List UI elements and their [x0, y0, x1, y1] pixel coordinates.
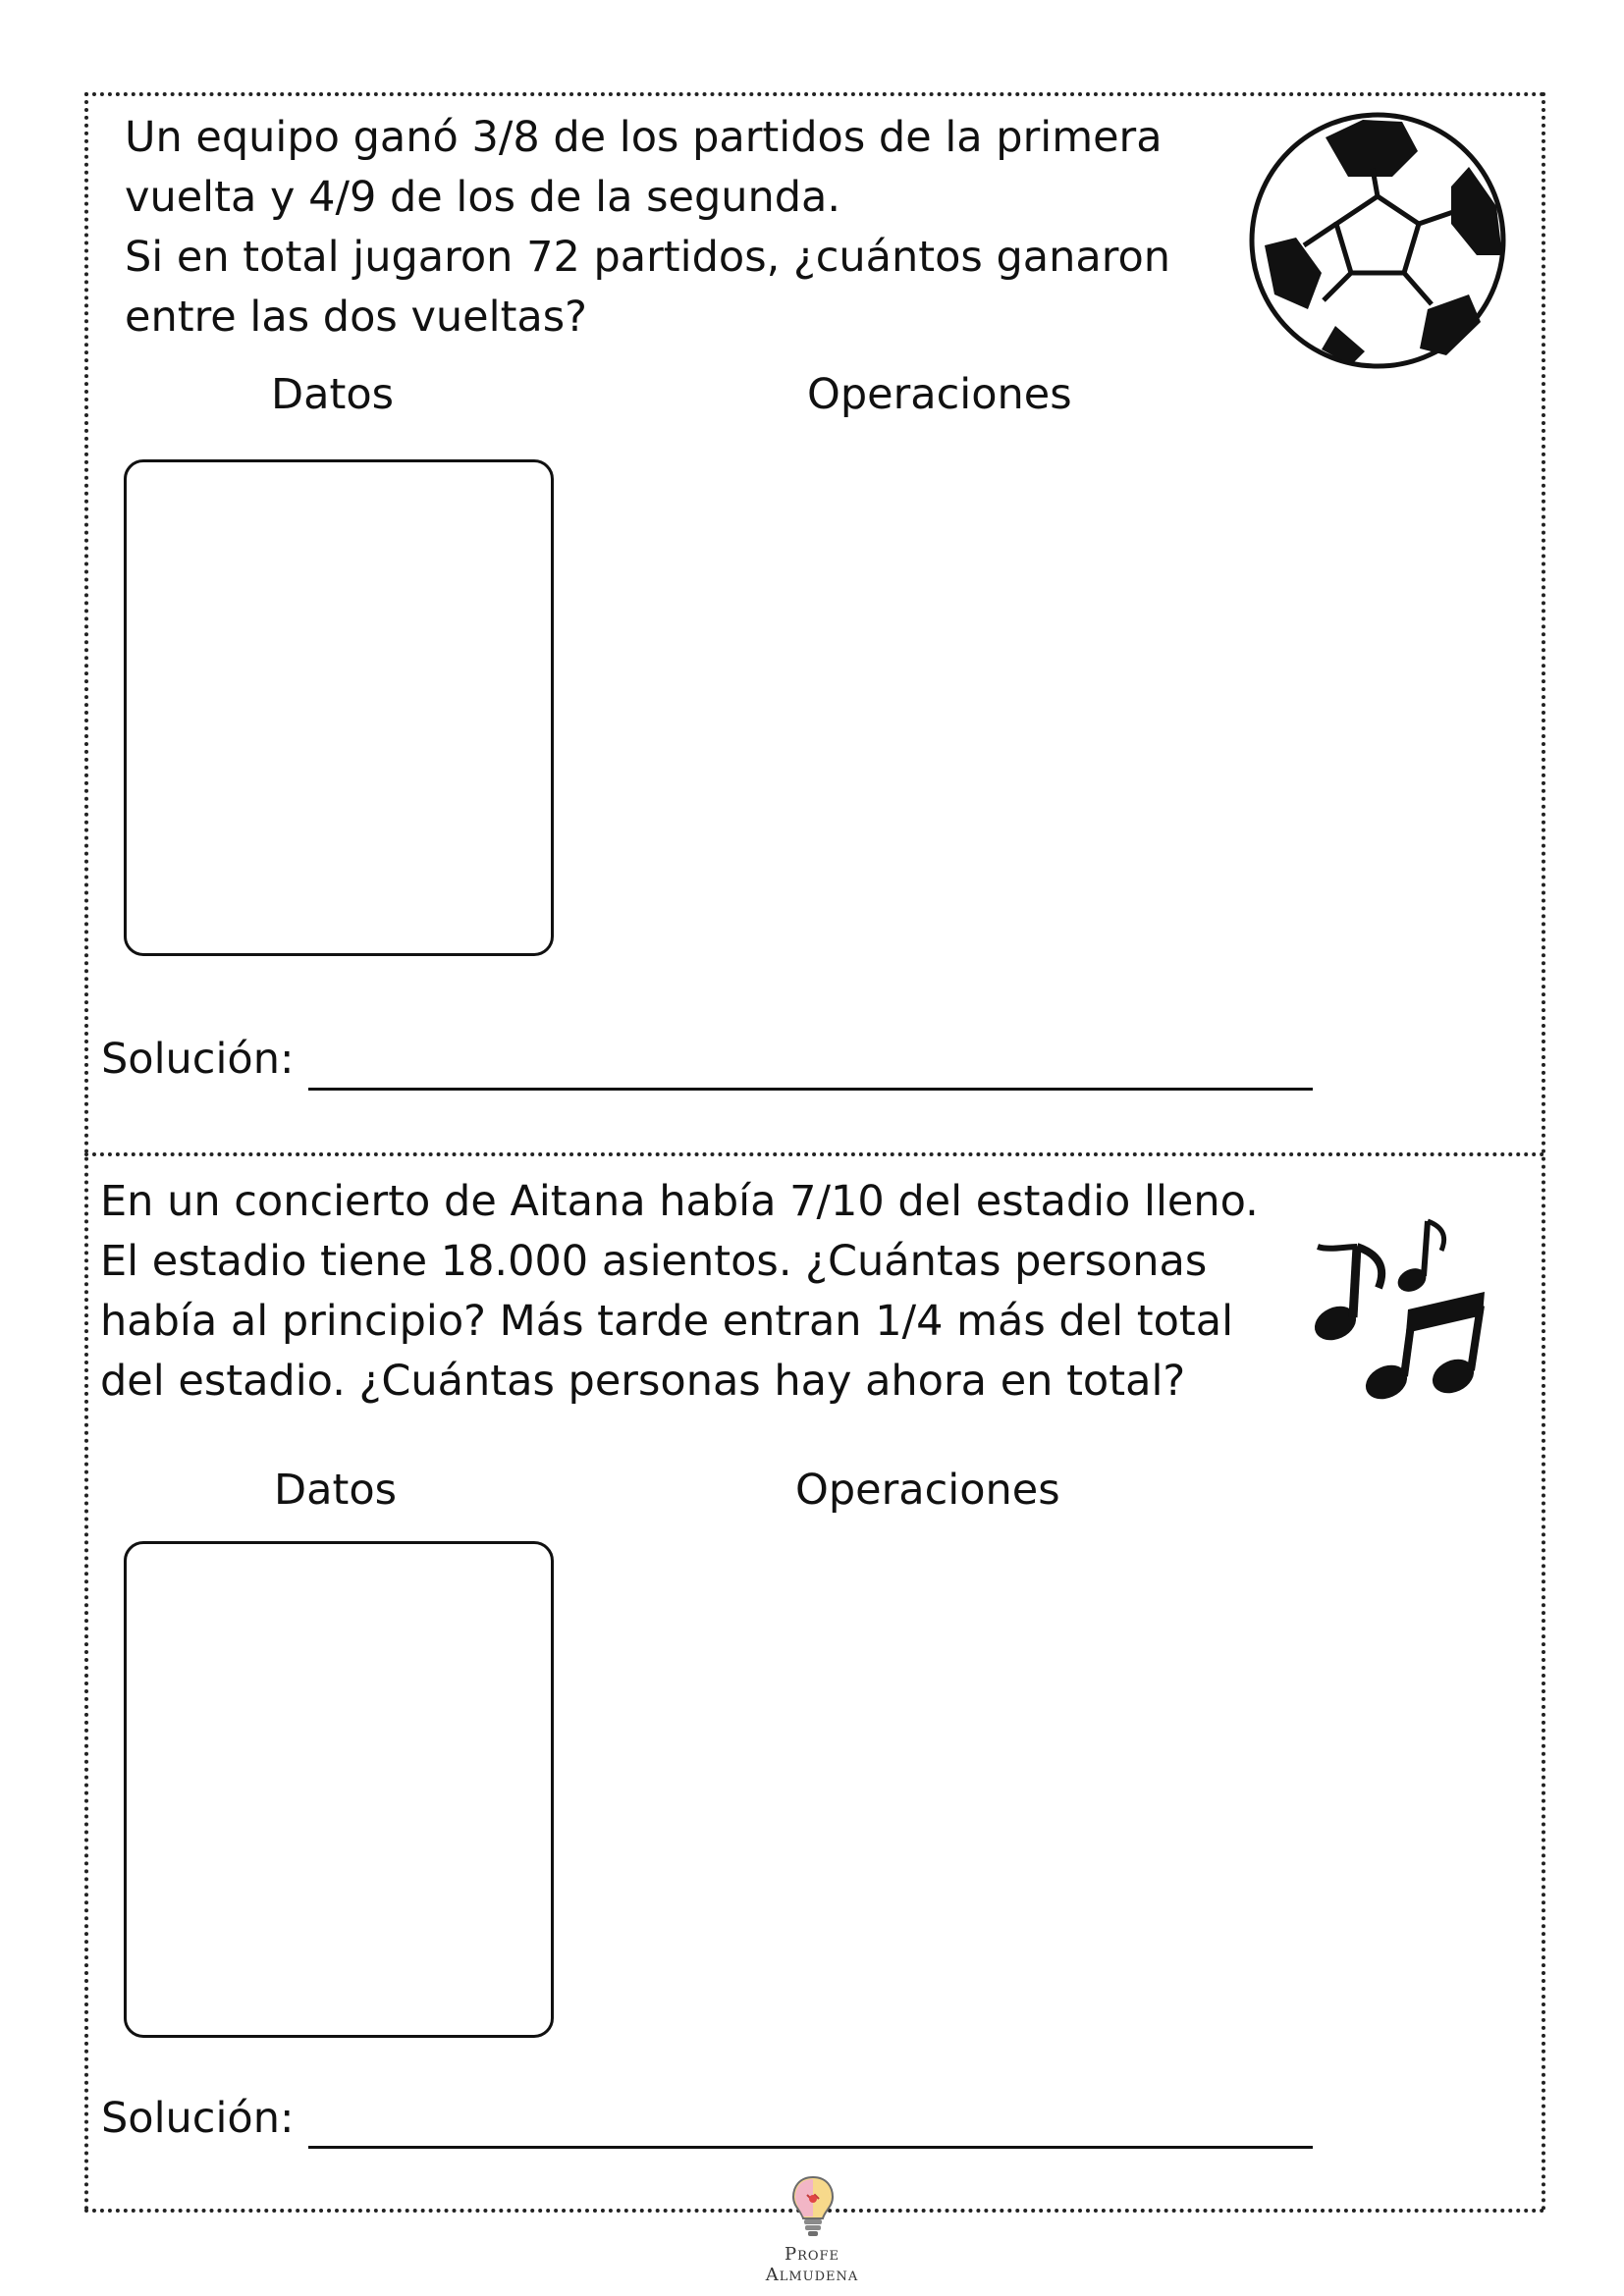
- solution-label: Solución:: [101, 2094, 295, 2143]
- brand-name: Profe Almudena: [765, 2244, 859, 2285]
- solution-answer-line[interactable]: [308, 2146, 1313, 2149]
- soccer-ball-icon: [1245, 108, 1510, 373]
- data-label: Datos: [274, 1466, 398, 1515]
- lightbulb-brain-icon: [789, 2173, 837, 2238]
- operations-label: Operaciones: [795, 1466, 1060, 1515]
- data-label: Datos: [271, 370, 395, 419]
- operations-label: Operaciones: [807, 370, 1072, 419]
- solution-label: Solución:: [101, 1035, 295, 1084]
- problem-2-statement: En un concierto de Aitana había 7/10 del estadio lleno. El estadio tiene 18.000 asientos. ¿Cuántas personas había al principio? Más tarde entran 1/4 más del total del estadio. ¿Cuántas personas hay ahora en total?: [100, 1177, 1259, 1406]
- problem-divider: [84, 1152, 1545, 1156]
- brand-logo: [746, 2173, 878, 2285]
- data-box[interactable]: [124, 1541, 554, 2038]
- problem-1-statement: Un equipo ganó 3/8 de los partidos de la primera vuelta y 4/9 de los de la segunda. Si en total jugaron 72 partidos, ¿cuántos ganaron entre las dos vueltas?: [125, 113, 1171, 342]
- data-box[interactable]: [124, 459, 554, 956]
- music-notes-icon: [1306, 1207, 1502, 1414]
- solution-answer-line[interactable]: [308, 1088, 1313, 1091]
